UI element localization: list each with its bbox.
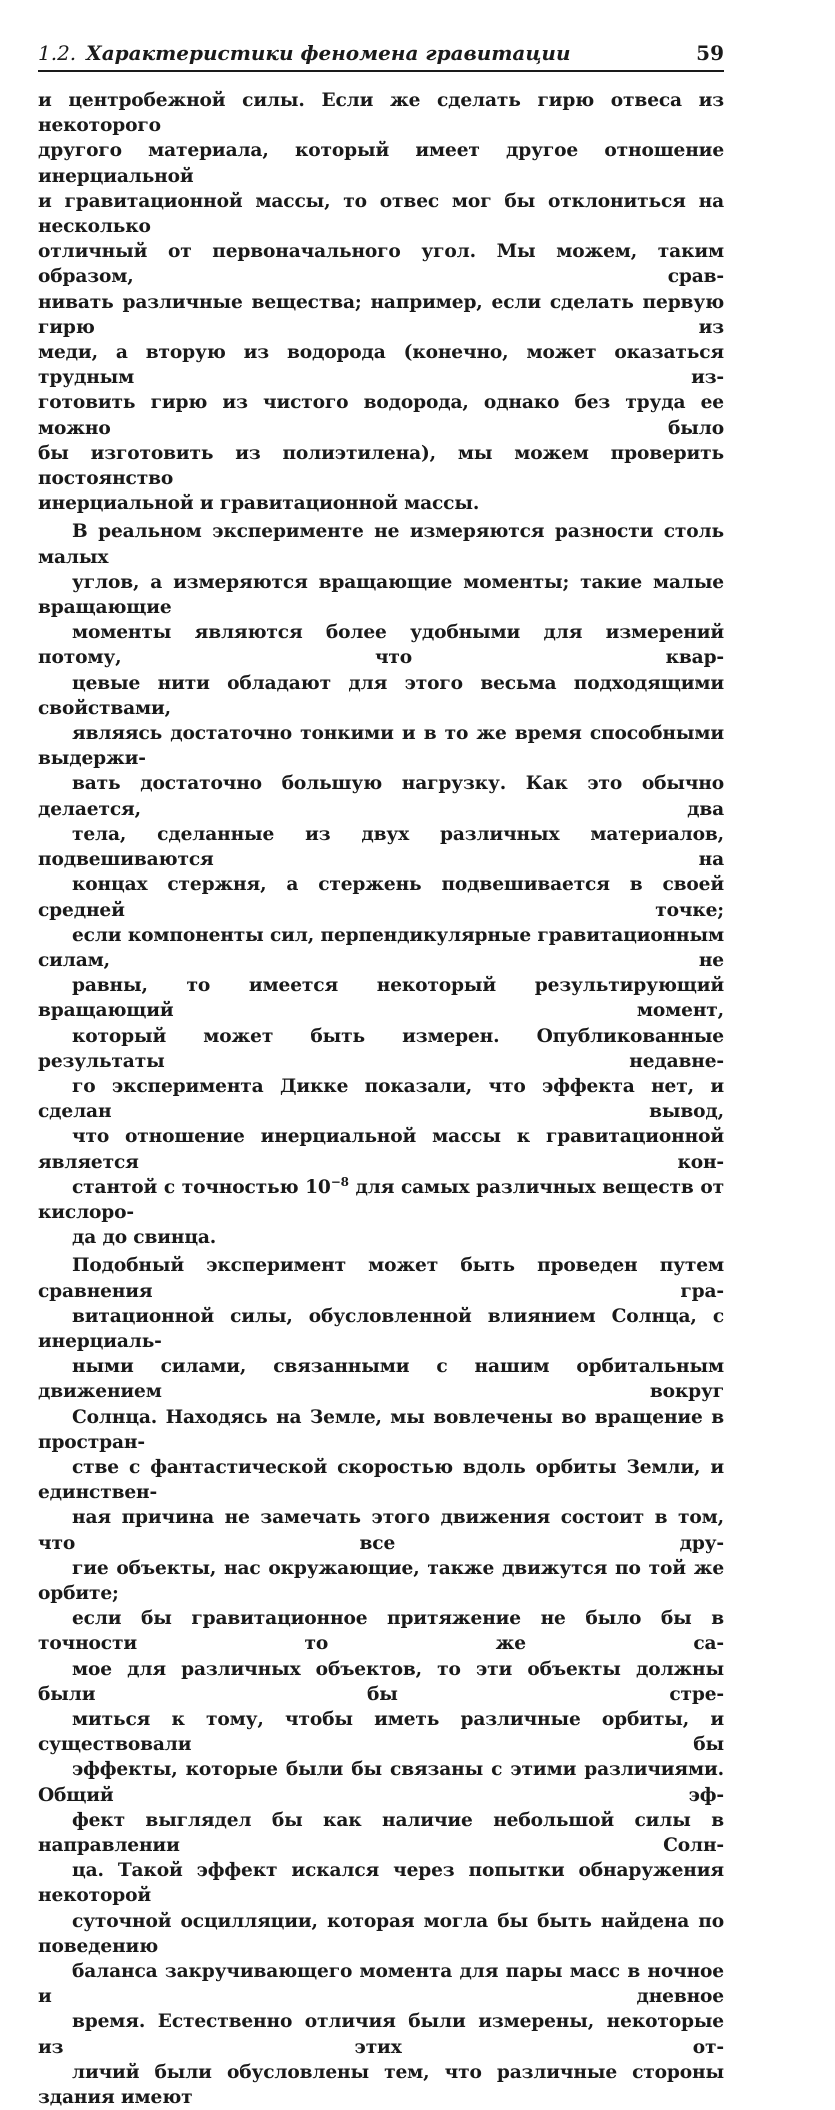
text-fragment: для самых различных веществ от кислоро- (38, 1176, 724, 1223)
text-line: другого материала, который имеет другое отношение инерциальной (38, 140, 724, 187)
text-fragment: стантой с точностью 10 (72, 1176, 331, 1198)
text-line: нивать различные вещества; например, если сделать первую гирю из (38, 291, 724, 338)
text-line: тела, сделанные из двух различных материалов, подвешиваются на (38, 823, 724, 871)
text-line: инерциальной и гравитационной массы. (38, 493, 480, 515)
text-line: эффекты, которые были бы связаны с этими различиями. Общий эф- (38, 1759, 724, 1806)
text-line: ца. Такой эффект искался через попытки обнаружения некоторой (38, 1860, 724, 1907)
body-text (38, 88, 724, 2110)
text-line: моменты являются более удобными для измерений потому, что квар- (38, 622, 724, 669)
text-line: бы изготовить из полиэтилена), мы можем проверить постоянство (38, 442, 724, 490)
section-number: 1.2. (38, 41, 77, 65)
text-line: равны, то имеется некоторый результирующий вращающий момент, (38, 975, 724, 1022)
text-line: личий были обусловлены тем, что различные стороны здания имеют (38, 2061, 724, 2109)
text-line: ная причина не замечать этого движения состоит в том, что все дру- (38, 1507, 724, 1554)
paragraph-2 (38, 519, 724, 1250)
section-title: Характеристики феномена гравитации (86, 41, 571, 65)
text-line: время. Естественно отличия были измерены, некоторые из этих от- (38, 2011, 724, 2058)
text-line: цевые нити обладают для этого весьма подходящими свойствами, (38, 672, 724, 719)
text-line: суточной осцилляции, которая могла бы быть найдена по поведению (38, 1910, 724, 1957)
page-number: 59 (696, 41, 724, 65)
text-line: фект выглядел бы как наличие небольшой силы в направлении Солн- (38, 1809, 724, 1857)
text-line: и гравитационной массы, то отвес мог бы отклониться на несколько (38, 190, 724, 238)
text-line: гие объекты, нас окружающие, также движутся по той же орбите; (38, 1557, 724, 1604)
text-line: мое для различных объектов, то эти объекты должны были бы стре- (38, 1658, 724, 1705)
exponent: −8 (330, 1174, 349, 1189)
text-line: витационной силы, обусловленной влиянием Солнца, с инерциаль- (38, 1305, 724, 1352)
text-line: который может быть измерен. Опубликованные результаты недавне- (38, 1025, 724, 1072)
text-line: концах стержня, а стержень подвешивается в своей средней точке; (38, 874, 724, 921)
book-page (38, 40, 724, 2110)
running-head (38, 40, 724, 72)
text-line: Подобный эксперимент может быть проведен путем сравнения гра- (38, 1255, 724, 1302)
text-line: являясь достаточно тонкими и в то же время способными выдержи- (38, 723, 724, 770)
text-line: ными силами, связанными с нашим орбитальным движением вокруг (38, 1356, 724, 1403)
text-line: если компоненты сил, перпендикулярные гравитационным силам, не (38, 924, 724, 971)
text-line: го эксперимента Дикке показали, что эффекта нет, и сделан вывод, (38, 1075, 724, 1123)
text-line: баланса закручивающего момента для пары масс в ночное и дневное (38, 1961, 724, 2008)
text-line: меди, а вторую из водорода (конечно, может оказаться трудным из- (38, 342, 724, 389)
text-line: если бы гравитационное притяжение не было бы в точности то же са- (38, 1608, 724, 1655)
text-line: и центробежной силы. Если же сделать гирю отвеса из некоторого (38, 90, 724, 137)
text-line: Солнца. Находясь на Земле, мы вовлечены во вращение в простран- (38, 1406, 724, 1453)
text-line: готовить гирю из чистого водорода, однако без труда ее можно было (38, 392, 724, 439)
text-line: В реальном эксперименте не измеряются разности столь малых (38, 521, 724, 568)
text-line: углов, а измеряются вращающие моменты; такие малые вращающие (38, 571, 724, 619)
text-line: вать достаточно большую нагрузку. Как это обычно делается, два (38, 773, 724, 820)
text-line: отличный от первоначального угол. Мы можем, таким образом, срав- (38, 241, 724, 288)
paragraph-3 (38, 1253, 724, 2110)
paragraph-1 (38, 88, 724, 516)
text-line: что отношение инерциальной массы к гравитационной является кон- (38, 1126, 724, 1173)
text-line: да до свинца. (72, 1227, 217, 1249)
running-head-left (38, 40, 571, 66)
text-line: миться к тому, чтобы иметь различные орбиты, и существовали бы (38, 1709, 724, 1756)
text-line: стве с фантастической скоростью вдоль орбиты Земли, и единствен- (38, 1456, 724, 1504)
